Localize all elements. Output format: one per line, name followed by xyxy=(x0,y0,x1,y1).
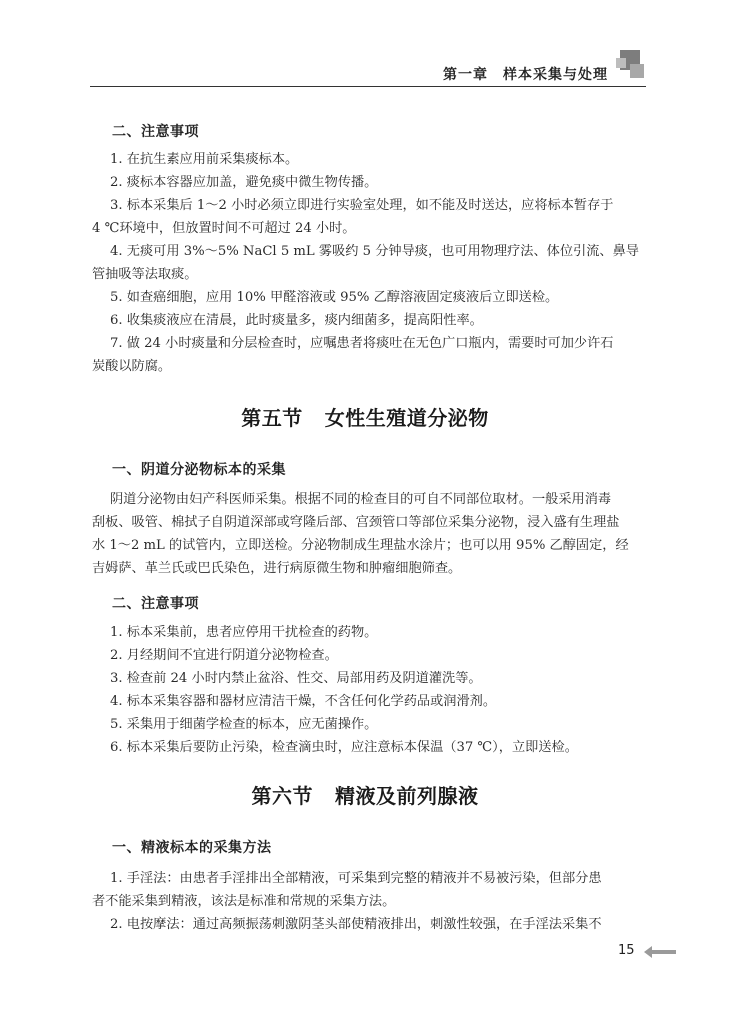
paragraph-line: 水 1～2 mL 的试管内，立即送检。分泌物制成生理盐水涂片；也可以用 95% 乙醇固定，经 xyxy=(92,538,629,553)
list-item: 5. 采集用于细菌学检查的标本，应无菌操作。 xyxy=(110,717,378,732)
heading-vaginal-collection: 一、阴道分泌物标本的采集 xyxy=(112,462,286,478)
list-item: 1. 标本采集前，患者应停用干扰检查的药物。 xyxy=(110,625,378,640)
list-item-continued: 4 ℃环境中，但放置时间不可超过 24 小时。 xyxy=(92,221,356,236)
section-name: 女性生殖道分泌物 xyxy=(324,406,489,430)
list-item: 6. 标本采集后要防止污染，检查滴虫时，应注意标本保温（37 ℃），立即送检。 xyxy=(110,740,578,755)
section-title-6 xyxy=(0,780,730,809)
paragraph-line: 阴道分泌物由妇产科医师采集。根据不同的检查目的可自不同部位取材。一般采用消毒 xyxy=(110,492,612,507)
page-number: 15 xyxy=(618,943,635,958)
list-item: 2. 电按摩法：通过高频振荡刺激阴茎头部使精液排出，刺激性较强，在手淫法采集不 xyxy=(110,917,602,932)
arrow-left-icon xyxy=(642,944,678,960)
list-item: 6. 收集痰液应在清晨，此时痰量多，痰内细菌多，提高阳性率。 xyxy=(110,313,483,328)
running-header xyxy=(90,64,646,87)
paragraph-line: 刮板、吸管、棉拭子自阴道深部或穹隆后部、宫颈管口等部位采集分泌物，浸入盛有生理盐 xyxy=(92,515,620,530)
decorative-blocks xyxy=(616,50,646,80)
heading-semen-collection: 一、精液标本的采集方法 xyxy=(112,840,272,856)
list-item: 2. 月经期间不宜进行阴道分泌物检查。 xyxy=(110,648,338,663)
list-item: 1. 在抗生素应用前采集痰标本。 xyxy=(110,152,299,167)
list-item: 1. 手淫法：由患者手淫排出全部精液，可采集到完整的精液并不易被污染，但部分患 xyxy=(110,871,602,886)
list-item-continued: 管抽吸等法取痰。 xyxy=(92,267,198,282)
list-item: 3. 检查前 24 小时内禁止盆浴、性交、局部用药及阴道灌洗等。 xyxy=(110,671,482,686)
section-number: 第六节 xyxy=(251,784,313,808)
heading-precautions-sputum: 二、注意事项 xyxy=(112,124,199,140)
list-item: 7. 做 24 小时痰量和分层检查时，应嘱患者将痰吐在无色广口瓶内，需要时可加少许石 xyxy=(110,336,614,351)
section-name: 精液及前列腺液 xyxy=(335,784,479,808)
list-item: 4. 无痰可用 3%～5% NaCl 5 mL 雾吸约 5 分钟导痰，也可用物理疗法、体位引流、鼻导 xyxy=(110,244,639,259)
list-item: 5. 如查癌细胞，应用 10% 甲醛溶液或 95% 乙醇溶液固定痰液后立即送检。 xyxy=(110,290,559,305)
section-title-5 xyxy=(0,402,730,431)
list-item-continued: 者不能采集到精液，该法是标准和常规的采集方法。 xyxy=(92,894,396,909)
chapter-title: 第一章 样本采集与处理 xyxy=(443,67,608,83)
list-item: 3. 标本采集后 1～2 小时必须立即进行实验室处理，如不能及时送达，应将标本暂存于 xyxy=(110,198,614,213)
list-item-continued: 炭酸以防腐。 xyxy=(92,359,172,374)
section-number: 第五节 xyxy=(241,406,303,430)
list-item: 4. 标本采集容器和器材应清洁干燥，不含任何化学药品或润滑剂。 xyxy=(110,694,497,709)
heading-precautions-vaginal: 二、注意事项 xyxy=(112,596,199,612)
list-item: 2. 痰标本容器应加盖，避免痰中微生物传播。 xyxy=(110,175,378,190)
paragraph-line: 吉姆萨、革兰氏或巴氏染色，进行病原微生物和肿瘤细胞筛查。 xyxy=(92,561,462,576)
